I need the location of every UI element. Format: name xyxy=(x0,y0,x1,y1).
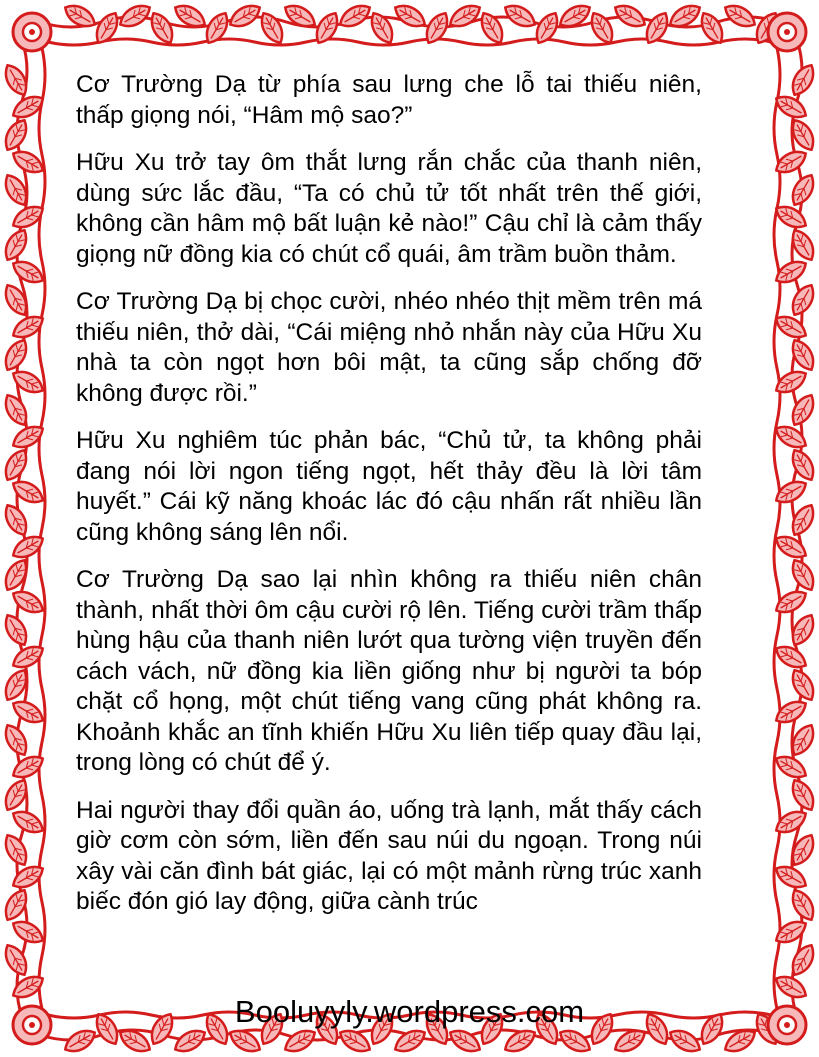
leaf-ornament xyxy=(9,751,47,782)
leaf-ornament xyxy=(772,751,810,782)
leaf-ornament xyxy=(787,446,818,484)
paragraph: Cơ Trường Dạ bị chọc cười, nhéo nhéo thịt mềm trên má thiếu niên, thở dài, “Cái miệng nhỏ nhắn này của Hữu Xu nhà ta còn ngọt hơn bôi mật, ta cũng sắp chống đỡ không được rồi.” xyxy=(76,288,702,407)
leaf-ornament xyxy=(9,476,47,507)
paragraph: Hữu Xu trở tay ôm thắt lưng rắn chắc của thanh niên, dùng sức lắc đầu, “Ta có chủ tử tốt nhất trên thế giới, không cần hâm mộ bất luận kẻ nào!” Cậu chỉ là cảm thấy giọng nữ đồng kia có chút cổ quái, âm trầm buồn thảm. xyxy=(76,149,702,268)
leaf-ornament xyxy=(0,116,31,154)
watermark-url: Booluyyly.wordpress.com xyxy=(234,994,585,1029)
leaf-ornament xyxy=(256,9,287,47)
leaf-ornament xyxy=(446,1025,484,1056)
corner-rosette xyxy=(13,13,51,51)
frame-vine xyxy=(774,48,780,1009)
leaf-ornament xyxy=(336,0,374,31)
leaf-ornament xyxy=(391,1025,429,1056)
paragraph: Cơ Trường Dạ sao lại nhìn không ra thiếu niên chân thành, nhất thời ôm cậu cười rộ lên. Tiếng cười trầm thấp hùng hậu của thanh niên lướt qua tường viện truyền đến cách vách, nữ đồng kia liền giống như bị người ta bóp chặt cổ họng, một chút tiếng vang cũng phát không ra. Khoảnh khắc an tĩnh khiến Hữu Xu liên tiếp quay đầu lại, trong lòng có chút để ý. xyxy=(76,566,702,776)
leaf-ornament xyxy=(9,696,47,727)
leaf-ornament xyxy=(787,391,818,429)
leaf-ornament xyxy=(772,531,810,562)
leaf-ornament xyxy=(9,861,47,892)
body-text xyxy=(76,70,702,935)
leaf-ornament xyxy=(116,0,154,31)
paragraph: Hai người thay đổi quần áo, uống trà lạnh, mắt thấy cách giờ cơm còn sớm, liền đến sau núi du ngoạn. Trong núi xây vài căn đình bát giác, lại có một mảnh rừng trúc xanh biếc đón gió lay động, giữa cành trúc xyxy=(76,796,702,915)
leaf-ornament xyxy=(772,641,810,672)
paragraph: Hữu Xu nghiêm túc phản bác, “Chủ tử, ta không phải đang nói lời ngon tiếng ngọt, hết thảy đều là lời tâm huyết.” Cái kỹ năng khoác lác đó cậu nhấn rất nhiều lần cũng không sáng lên nổi. xyxy=(76,427,702,546)
leaf-ornament xyxy=(772,806,810,837)
leaf-ornament xyxy=(0,721,31,759)
paragraph: Cơ Trường Dạ từ phía sau lưng che lỗ tai thiếu niên, thấp giọng nói, “Hâm mộ sao?” xyxy=(76,71,702,129)
leaf-ornament xyxy=(476,9,507,47)
frame-vine xyxy=(48,39,771,45)
frame-vine xyxy=(39,48,45,1009)
leaf-ornament xyxy=(772,421,810,452)
leaf-ornament xyxy=(366,9,397,47)
leaf-ornament xyxy=(9,586,47,617)
corner-rosette xyxy=(768,13,806,51)
leaf-ornament xyxy=(787,171,818,209)
leaf-ornament xyxy=(666,1025,704,1056)
leaf-ornament xyxy=(0,941,31,979)
